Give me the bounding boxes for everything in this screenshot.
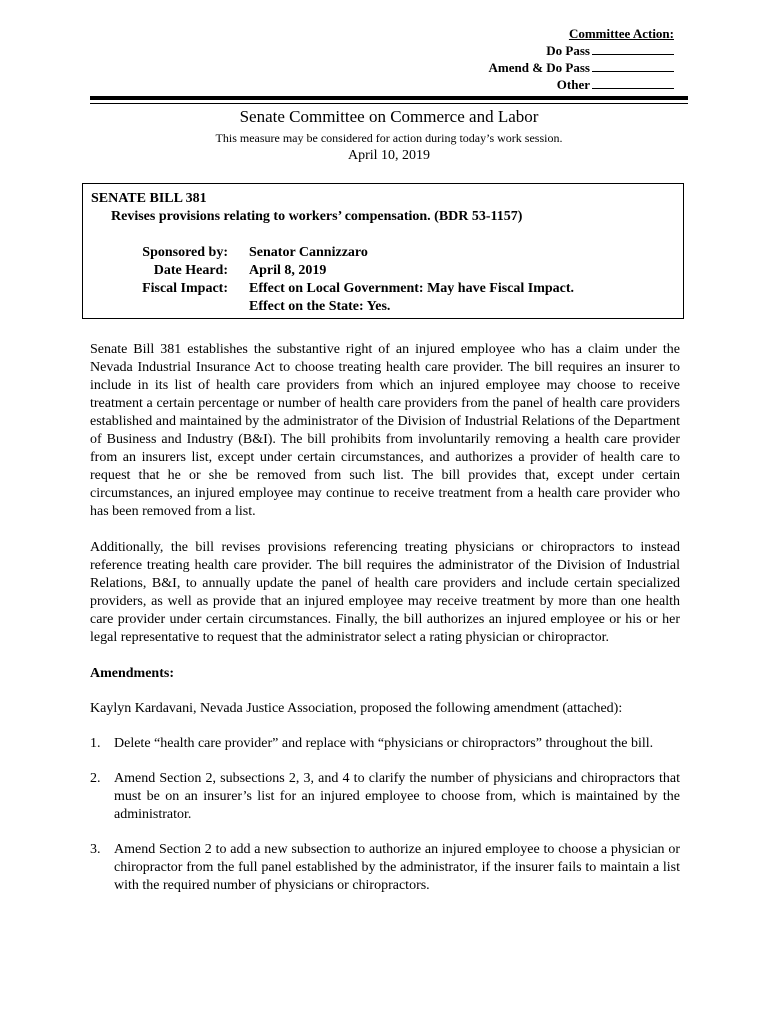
amendment-text: Amend Section 2 to add a new subsection to authorize an injured employee to choose a physician or chiropractor from the full panel established by the administrator, if the insurer fails to maintain a list with the required number of physicians or chiropractors.	[114, 842, 680, 893]
amendment-text: Delete “health care provider” and replace with “physicians or chiropractors” throughout the bill.	[114, 736, 654, 751]
amendment-number: 3.	[90, 842, 101, 857]
do-pass-blank	[592, 42, 674, 55]
other-blank	[592, 76, 674, 89]
amendment-text: Amend Section 2, subsections 2, 3, and 4 to clarify the number of physicians and chiropractors that must be on an insurer’s list for an injured employee to choose from, which is maintained by the administrator.	[114, 771, 680, 822]
summary-paragraph-1: Senate Bill 381 establishes the substantive right of an injured employee who has a claim under the Nevada Industrial Insurance Act to choose treating health care provider. The bill requires an insurer to include in its list of health care providers from which an injured employee may choose to receive treatment a certain percentage or number of health care providers from the panel of health care providers established and maintained by the administrator of the Division of Industrial Relations of the Department of Business and Industry (B&I). The bill prohibits from involuntarily removing a health care provider from an insurers list, except under certain circumstances, and authorizes a provider of health care to request that he or she be removed from such list. The bill provides that, except under certain circumstances, an injured employee may continue to receive treatment from a health care provider who has been removed from a list.	[90, 342, 680, 519]
sponsor-row	[83, 245, 574, 263]
amend-do-pass-line	[454, 59, 674, 76]
sponsor-label: Sponsored by:	[142, 245, 228, 260]
do-pass-label: Do Pass	[546, 43, 590, 58]
session-date: April 10, 2019	[347, 148, 431, 163]
bill-meta	[83, 245, 574, 317]
list-item	[90, 735, 680, 753]
amendment-number: 2.	[90, 771, 101, 786]
date-heard-value: April 8, 2019	[249, 263, 327, 278]
sponsor-value: Senator Cannizzaro	[249, 245, 368, 260]
summary-paragraph-2: Additionally, the bill revises provisions referencing treating physicians or chiropractors to instead reference treating health care provider. The bill requires the administrator of the Division of Industrial Relations, B&I, to annually update the panel of health care providers and include certain specialized providers, as well as provide that an injured employee may receive treatment by more than one health care provider under certain circumstances. Finally, the bill authorizes an injured employee or his or her legal representative to request that the administrator select a rating physician or chiropractor.	[90, 540, 680, 645]
fiscal-impact-state: Effect on the State: Yes.	[249, 299, 391, 314]
bill-body	[90, 341, 680, 895]
amendments-list	[90, 735, 680, 895]
date-heard-label: Date Heard:	[153, 263, 228, 278]
bill-number: SENATE BILL 381	[91, 191, 207, 206]
page-title: Senate Committee on Commerce and Labor	[239, 107, 539, 126]
list-item	[90, 770, 680, 824]
header-rule-thick	[90, 96, 688, 100]
other-label: Other	[556, 77, 590, 92]
bill-summary-box	[82, 183, 684, 319]
fiscal-impact-local: Effect on Local Government: May have Fiscal Impact.	[249, 281, 575, 296]
fiscal-impact-label: Fiscal Impact:	[142, 281, 228, 296]
fiscal-impact-row	[83, 281, 574, 299]
bill-description: Revises provisions relating to workers’ compensation. (BDR 53-1157)	[111, 209, 523, 224]
amend-do-pass-label: Amend & Do Pass	[488, 60, 590, 75]
list-item	[90, 841, 680, 895]
date-heard-row	[83, 263, 574, 281]
header-rule-thin	[90, 103, 688, 104]
fiscal-impact-row-2	[83, 299, 574, 317]
committee-action-block	[454, 26, 674, 93]
work-session-note: This measure may be considered for action during today’s work session.	[215, 131, 563, 145]
other-line	[454, 76, 674, 93]
amend-do-pass-blank	[592, 59, 674, 72]
committee-action-heading: Committee Action:	[568, 26, 674, 41]
amendments-intro: Kaylyn Kardavani, Nevada Justice Association, proposed the following amendment (attached):	[90, 701, 623, 716]
amendments-heading: Amendments:	[90, 666, 174, 681]
amendment-number: 1.	[90, 736, 101, 751]
do-pass-line	[454, 42, 674, 59]
